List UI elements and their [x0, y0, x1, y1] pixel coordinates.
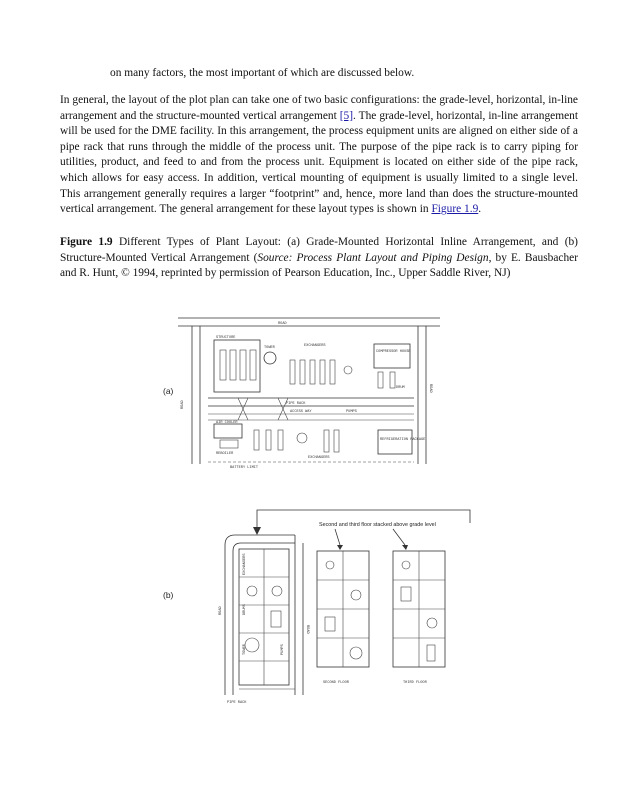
figure-b-layout-sketch	[215, 505, 477, 705]
figure-label-a: (a)	[163, 386, 174, 396]
figure-1-9-link[interactable]: Figure 1.9	[431, 203, 479, 216]
figure-caption-text-1: Different Types of Plant Layout: (a) Grade-Mounted Horizontal Inline Arrangement, and (b) Structure-Mounted Vertical Arrangement (	[60, 236, 578, 264]
sketch-b-road-left: ROAD	[219, 606, 223, 615]
sketch-b-exchangers: EXCHANGERS	[243, 553, 247, 575]
reference-link-5[interactable]: [5]	[339, 109, 354, 122]
sketch-a-refrigeration: REFRIGERATION PACKAGE	[380, 438, 426, 442]
sketch-b-drums: DRUMS	[243, 604, 247, 615]
figure-b-annotation: Second and third floor stacked above grade level	[319, 522, 436, 528]
sketch-a-pipe-rack: PIPE RACK	[286, 402, 306, 406]
sketch-a-tower: TOWER	[264, 346, 275, 350]
sketch-a-air-cooler: AIR COOLER	[216, 421, 238, 425]
sketch-a-road-left: ROAD	[181, 400, 185, 409]
sketch-a-structure: STRUCTURE	[216, 336, 236, 340]
figure-caption	[60, 235, 578, 282]
sketch-a-drum: DRUM	[396, 386, 405, 390]
figure-caption-label: Figure 1.9	[60, 236, 113, 248]
figure-caption-source: Source: Process Plant Layout and Piping Design	[257, 251, 489, 264]
figure-caption-text-2: , by E. Bausbacher and R. Hunt, © 1994, reprinted by permission of Pearson Education, Inc., Upper Saddle River, NJ)	[60, 251, 578, 280]
figure-label-b: (b)	[163, 590, 174, 600]
sketch-b-pipe-rack: PIPE RACK	[227, 701, 247, 705]
sketch-a-road-top: ROAD	[278, 322, 287, 326]
sketch-b-road-right: ROAD	[305, 625, 309, 634]
sketch-a-battery-limit: BATTERY LIMIT	[230, 466, 259, 470]
sketch-a-road-right: ROAD	[428, 384, 432, 393]
sketch-b-pumps: PUMPS	[281, 644, 285, 655]
paragraph-main-text-1: In general, the layout of the plot plan can take one of two basic configurations: the grade-level, horizontal, in-line arrangement and the structure-mounted vertical arrangement	[60, 94, 578, 122]
paragraph-main	[60, 93, 578, 218]
sketch-b-tower: TOWER	[243, 644, 247, 655]
sketch-b-second-floor: SECOND FLOOR	[323, 681, 349, 685]
sketch-b-third-floor: THIRD FLOOR	[403, 681, 427, 685]
paragraph-continuation: on many factors, the most important of which are discussed below.	[110, 67, 415, 79]
paragraph-main-text-2: . The grade-level, horizontal, in-line arrangement will be used for the DME facility. In this arrangement, the process equipment units are aligned on either side of a pipe rack that runs through the middle of the process unit. The purpose of the pipe rack is to carry piping for utilities, product, and feed to and from the process unit. Equipment is located on either side of the pipe rack, which allows for easy access. In addition, vertical mounting of equipment is usually limited to a single level. This arrangement generally requires a larger “footprint” and, hence, more land than does the structure-mounted vertical arrangement. The general arrangement for these layout types is shown in	[60, 109, 578, 216]
sketch-a-exchangers-bottom: EXCHANGERS	[308, 456, 330, 460]
sketch-a-pumps: PUMPS	[346, 410, 357, 414]
sketch-a-reboiler: REBOILER	[216, 452, 234, 456]
figure-a-layout-sketch	[178, 314, 440, 470]
sketch-a-compressor: COMPRESSOR HOUSE	[376, 350, 411, 354]
sketch-a-access-way: ACCESS WAY	[290, 410, 312, 414]
paragraph-main-text-3: .	[478, 203, 482, 216]
sketch-a-exchangers-top: EXCHANGERS	[304, 344, 326, 348]
